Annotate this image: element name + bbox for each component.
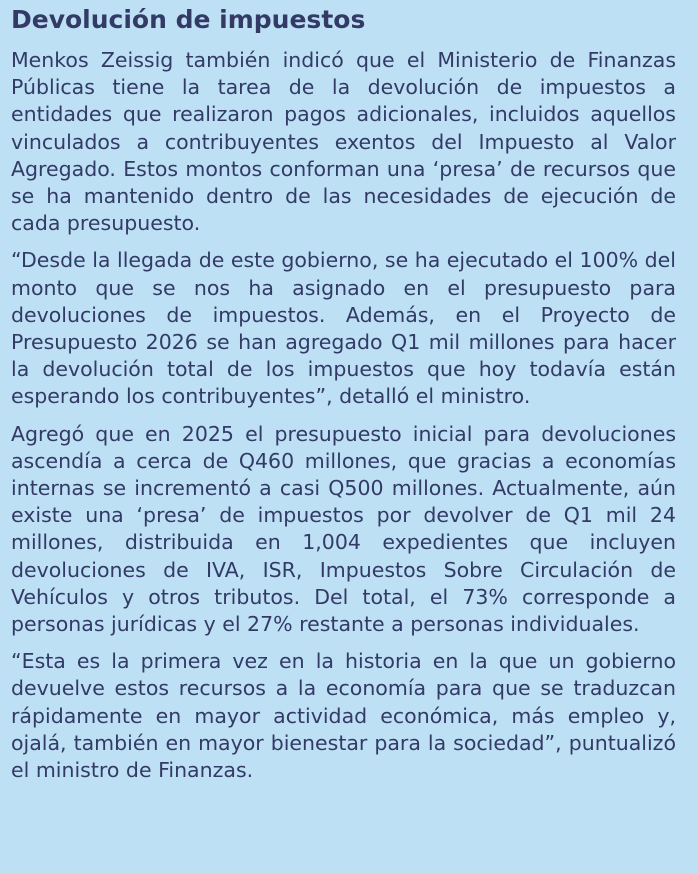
- article-paragraph-1: Menkos Zeissig también indicó que el Ministerio de Finanzas Públicas tiene la tarea de la devolución de impuestos a entidades que realizaron pagos adicionales, incluidos aquellos vinculados a contribuyentes exentos del Impuesto al Valor Agregado. Estos montos conforman una ‘presa’ de recursos que se ha mantenido dentro de las necesidades de ejecución de cada presupuesto.: [11, 48, 676, 236]
- article-paragraph-3: Agregó que en 2025 el presupuesto inicial para devoluciones ascendía a cerca de Q460 millones, que gracias a economías internas se incrementó a casi Q500 millones. Actualmente, aún existe una ‘presa’ de impuestos por devolver de Q1 mil 24 millones, distribuida en 1,004 expedientes que incluyen devoluciones de IVA, ISR, Impuestos Sobre Circulación de Vehículos y otros tributos. Del total, el 73% corresponde a personas jurídicas y el 27% restante a personas individuales.: [11, 421, 676, 637]
- article-paragraph-2: “Desde la llegada de este gobierno, se ha ejecutado el 100% del monto que se nos ha asignado en el presupuesto para devoluciones de impuestos. Además, en el Proyecto de Presupuesto 2026 se han agregado Q1 mil millones para hacer la devolución total de los impuestos que hoy todavía están esperando los contribuyentes”, detalló el ministro.: [11, 248, 676, 409]
- article-paragraph-4: “Esta es la primera vez en la historia en la que un gobierno devuelve estos recursos a la economía para que se traduzcan rápidamente en mayor actividad económica, más empleo y, ojalá, también en mayor bienestar para la sociedad”, puntualizó el ministro de Finanzas.: [11, 649, 676, 783]
- article-title: Devolución de impuestos: [11, 5, 366, 34]
